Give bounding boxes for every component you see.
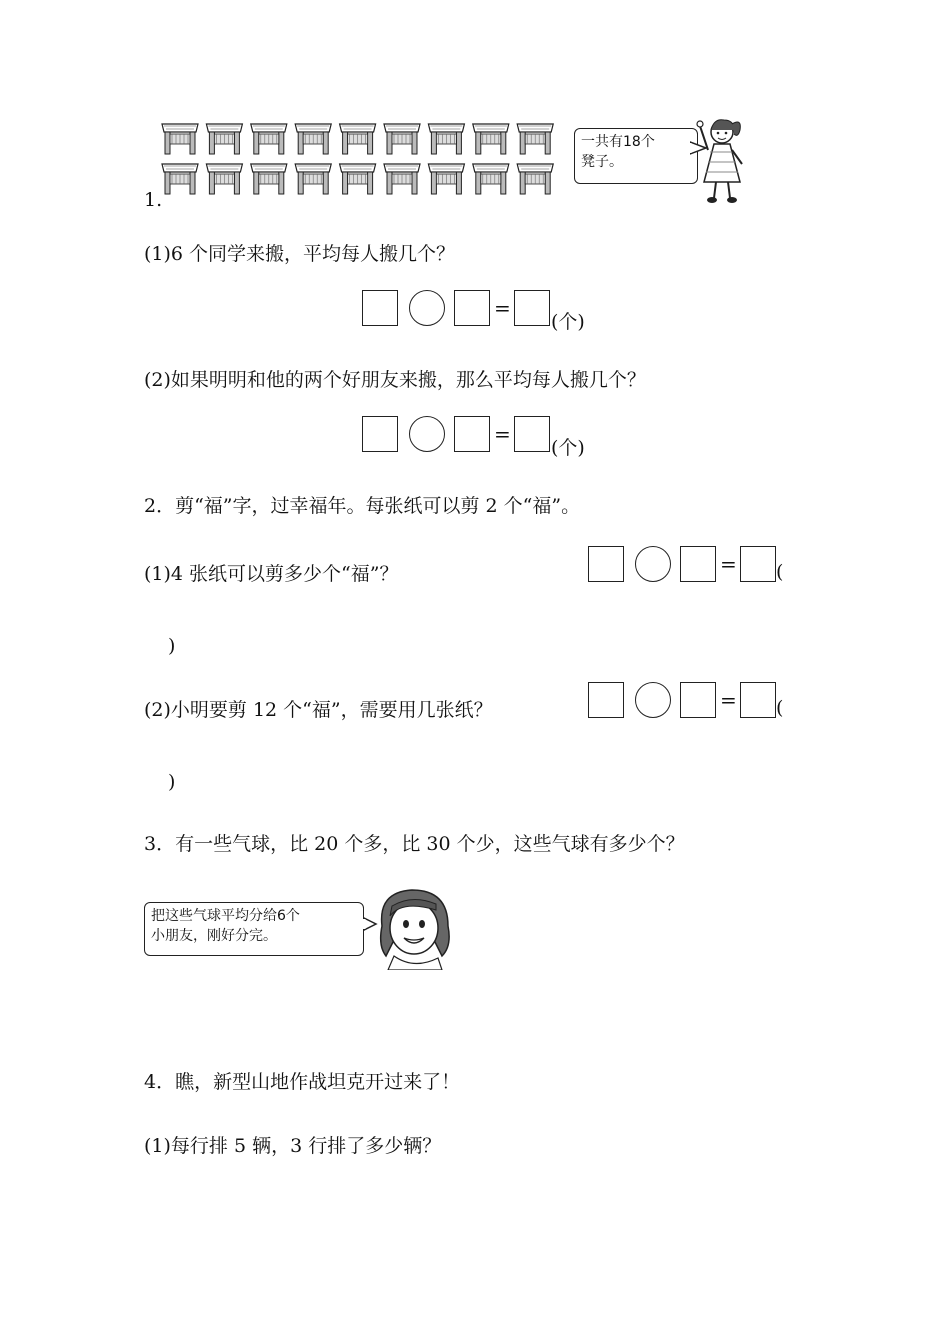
- q1-sub1-equation: [362, 290, 602, 333]
- q3-speech-bubble: [144, 902, 364, 956]
- q1-sub1-text: (1)6 个同学来搬，平均每人搬几个？: [144, 243, 456, 265]
- answer-box[interactable]: [362, 290, 398, 326]
- answer-box[interactable]: [740, 546, 776, 582]
- stool-icon: [206, 164, 242, 194]
- stool-icon: [295, 164, 331, 194]
- operator-circle[interactable]: [635, 546, 671, 582]
- answer-box[interactable]: [588, 682, 624, 718]
- stool-icon: [384, 124, 420, 154]
- answer-box[interactable]: [588, 546, 624, 582]
- stool-icon: [340, 164, 376, 194]
- unit-label: (个): [551, 437, 585, 459]
- q1-sub2-text: (2)如果明明和他的两个好朋友来搬，那么平均每人搬几个？: [144, 369, 646, 391]
- stool-icon: [340, 124, 376, 154]
- q1-sub2-equation: [362, 416, 602, 459]
- q2-sub2-text: (2)小明要剪 12 个“福”，需要用几张纸？: [144, 699, 493, 721]
- paren-open: (: [776, 697, 784, 719]
- answer-box[interactable]: [680, 546, 716, 582]
- stools-graphic: [158, 118, 558, 198]
- stool-icon: [428, 164, 464, 194]
- q1-stools-illustration: [158, 118, 558, 198]
- stool-icon: [473, 164, 509, 194]
- operator-circle[interactable]: [635, 682, 671, 718]
- paren-open: (: [776, 561, 784, 583]
- q2-sub1-paren-close: ): [168, 635, 176, 657]
- q1-bubble-line1: 一共有18个: [581, 134, 655, 150]
- stool-icon: [251, 124, 287, 154]
- answer-box[interactable]: [454, 290, 490, 326]
- q1-speech-bubble: [574, 128, 698, 184]
- answer-box[interactable]: [514, 290, 550, 326]
- answer-box[interactable]: [362, 416, 398, 452]
- stool-icon: [473, 124, 509, 154]
- stool-icon: [517, 164, 553, 194]
- operator-circle[interactable]: [409, 416, 445, 452]
- stool-icon: [206, 124, 242, 154]
- stool-icon: [162, 124, 198, 154]
- q4-text: 4．瞧，新型山地作战坦克开过来了！: [144, 1071, 461, 1093]
- answer-box[interactable]: [514, 416, 550, 452]
- q2-sub2-paren-close: ): [168, 771, 176, 793]
- answer-box[interactable]: [740, 682, 776, 718]
- girl-face-icon: [372, 886, 458, 970]
- stool-icon: [428, 124, 464, 154]
- q3-text: 3．有一些气球，比 20 个多，比 30 个少，这些气球有多少个？: [144, 833, 685, 855]
- equals-sign: =: [720, 688, 737, 712]
- q2-sub1-text: (1)4 张纸可以剪多少个“福”？: [144, 563, 399, 585]
- q2-sub1-equation: [588, 546, 788, 586]
- girl-figure-icon: [696, 112, 752, 208]
- q2-text: 2．剪“福”字，过幸福年。每张纸可以剪 2 个“福”。: [144, 495, 581, 517]
- answer-box[interactable]: [680, 682, 716, 718]
- stool-icon: [162, 164, 198, 194]
- equals-sign: =: [494, 422, 511, 446]
- q2-sub2-equation: [588, 682, 788, 722]
- stool-icon: [251, 164, 287, 194]
- stool-icon: [517, 124, 553, 154]
- q1-number: 1.: [144, 189, 163, 211]
- q3-bubble-line2: 小朋友，刚好分完。: [151, 928, 277, 944]
- operator-circle[interactable]: [409, 290, 445, 326]
- q4-sub1-text: (1)每行排 5 辆，3 行排了多少辆？: [144, 1135, 442, 1157]
- stool-icon: [384, 164, 420, 194]
- answer-box[interactable]: [454, 416, 490, 452]
- q1-bubble-line2: 凳子。: [581, 154, 623, 170]
- q3-bubble-line1: 把这些气球平均分给6个: [151, 908, 300, 924]
- equals-sign: =: [494, 296, 511, 320]
- stool-icon: [295, 124, 331, 154]
- equals-sign: =: [720, 552, 737, 576]
- unit-label: (个): [551, 311, 585, 333]
